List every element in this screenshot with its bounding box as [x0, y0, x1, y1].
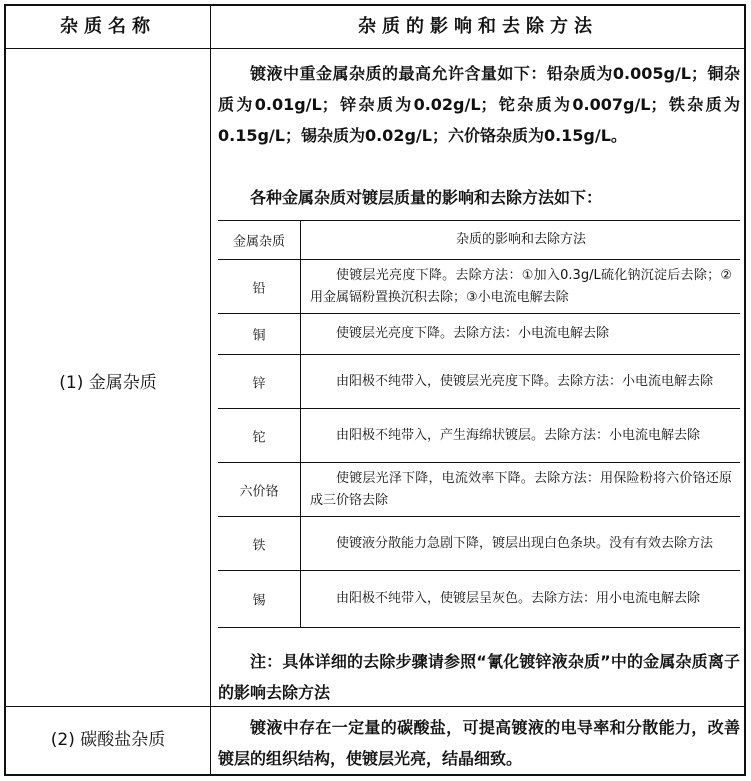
metal-impurity-table	[218, 220, 740, 628]
metal-name: 铅	[252, 281, 266, 296]
metal-name: 六价铬	[239, 484, 279, 499]
table-row	[218, 463, 740, 517]
table-row	[218, 314, 740, 355]
metal-effect: 由阳极不纯带入，使镀层呈灰色。去除方法：用小电流电解去除	[336, 591, 701, 606]
metal-name: 铊	[252, 430, 266, 445]
metal-effect: 使镀层光亮度下降。去除方法：小电流电解去除	[336, 326, 610, 341]
table-row	[218, 571, 740, 627]
table-header-row	[6, 6, 744, 49]
table-row	[218, 355, 740, 409]
inner-header-effect: 杂质的影响和去除方法	[455, 232, 586, 247]
table-row	[218, 517, 740, 571]
metal-name: 锌	[252, 376, 266, 391]
carbonate-paragraph: 镀液中存在一定量的碳酸盐，可提高镀液的电导率和分散能力，改善镀层的组织结构，使镀层光亮，结晶细致。	[218, 718, 740, 768]
main-table	[4, 4, 746, 776]
table-row	[218, 260, 740, 314]
metal-effect: 使镀层光亮度下降。去除方法：①加入0.3g/L硫化钠沉淀后去除；②用金属镉粉置换沉积去除；③小电流电解去除	[310, 267, 732, 305]
row-carbonate-impurity-name: (2) 碳酸盐杂质	[50, 730, 166, 750]
row-separator	[6, 706, 744, 707]
inner-header-row	[218, 221, 740, 260]
header-effect-removal: 杂质的影响和去除方法	[358, 16, 598, 37]
metal-name: 铁	[252, 538, 266, 553]
note-paragraph: 注：具体详细的去除步骤请参照“氰化镀锌液杂质”中的金属杂质离子的影响去除方法	[218, 652, 740, 702]
metal-name: 锡	[252, 593, 266, 609]
header-impurity-name: 杂质名称	[60, 16, 156, 37]
table-row	[218, 409, 740, 463]
row-metal-impurity-name: (1) 金属杂质	[59, 373, 157, 393]
inner-header-metal: 金属杂质	[232, 234, 285, 250]
metal-limit-paragraph: 镀液中重金属杂质的最高允许含量如下：铅杂质为0.005g/L；铜杂质为0.01g/L；锌杂质为0.02g/L；铊杂质为0.007g/L；铁杂质为0.15g/L；锡杂质为0.02g/L；六价铬杂质为0.15g/L。	[218, 64, 740, 145]
metal-effect: 由阳极不纯带入，产生海绵状镀层。去除方法：小电流电解去除	[336, 427, 701, 443]
metal-name: 铜	[252, 328, 266, 344]
metal-intro-paragraph: 各种金属杂质对镀层质量的影响和去除方法如下：	[250, 188, 603, 207]
metal-effect: 使镀层光泽下降，电流效率下降。去除方法：用保险粉将六价铬还原成三价铬去除	[310, 470, 732, 508]
metal-effect: 使镀液分散能力急剧下降，镀层出现白色条块。没有有效去除方法	[336, 535, 714, 551]
column-divider	[210, 6, 211, 774]
metal-effect: 由阳极不纯带入，使镀层光亮度下降。去除方法：小电流电解去除	[336, 373, 714, 389]
